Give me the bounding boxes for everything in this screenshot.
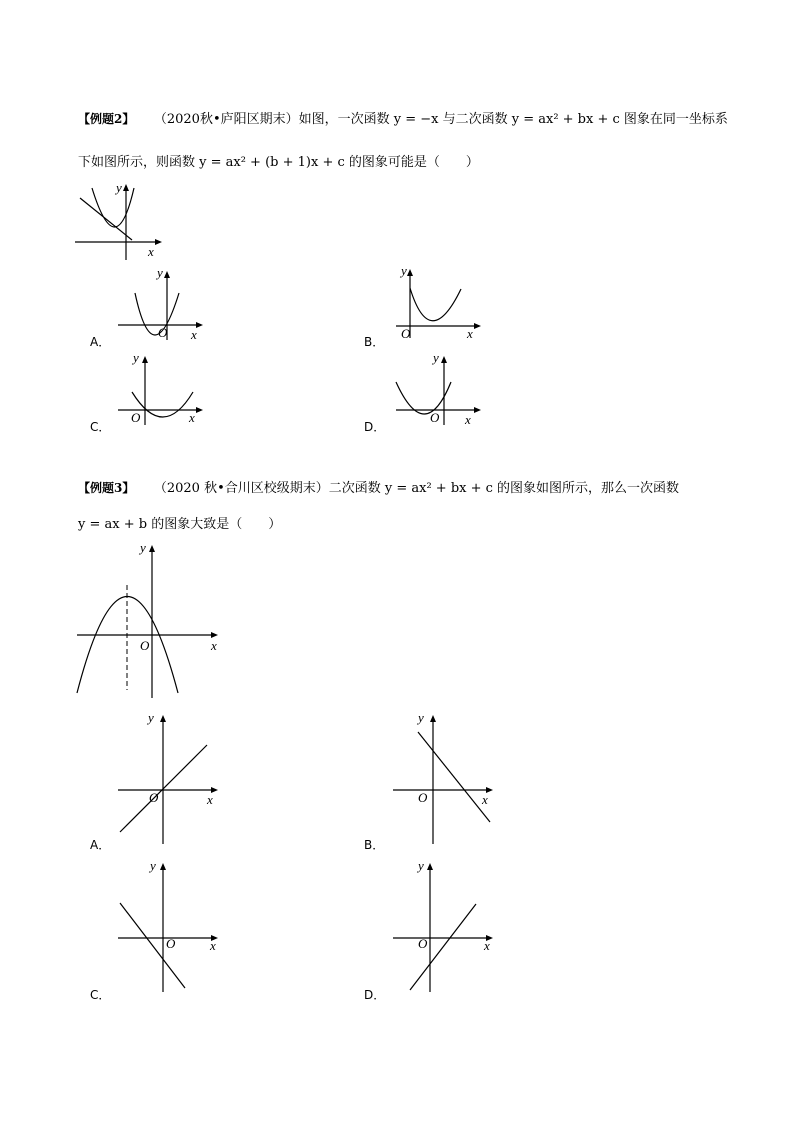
q2-text-1: （2020秋•庐阳区期末）如图，一次函数 y = −x 与二次函数 y = ax² + bx + c 图象在同一坐标系 — [160, 112, 728, 127]
q2-main-x-label: x — [148, 244, 154, 259]
q3-option-a-label[interactable]: A． — [90, 838, 111, 852]
q3-text-1: （2020 秋•合川区校级期末）二次函数 y = ax² + bx + c 的图象如图所示，那么一次函数 — [160, 481, 680, 496]
q2-option-b-label[interactable]: B． — [364, 335, 385, 349]
q3-option-d-graph — [390, 858, 500, 993]
q2-line2: 下如图所示，则函数 y = ax² + (b + 1)x + c 的图象可能是（ ） — [78, 155, 479, 170]
q2-d-origin: O — [430, 410, 440, 425]
q3-main-graph — [75, 540, 225, 700]
q3-main-origin: O — [140, 638, 150, 653]
q2-main-graph — [72, 180, 172, 260]
q2-c-y-label: y — [133, 350, 139, 365]
q3-a-origin: O — [149, 790, 159, 805]
q2-a-y-label: y — [157, 265, 163, 280]
q3-main-x-label: x — [211, 638, 217, 653]
q3-b-origin: O — [418, 790, 428, 805]
q3-option-d-label[interactable]: D． — [364, 988, 386, 1002]
q2-option-c-graph — [115, 350, 210, 425]
q2-option-d-label[interactable]: D． — [364, 420, 386, 434]
q2-option-a-label[interactable]: A． — [90, 335, 111, 349]
q3-line2: y = ax + b 的图象大致是（ ） — [78, 517, 282, 532]
q3-c-x-label: x — [210, 938, 216, 953]
q3-option-b-graph — [390, 710, 500, 845]
q3-b-y-label: y — [418, 710, 424, 725]
q2-a-x-label: x — [191, 327, 197, 342]
q3-d-y-label: y — [418, 858, 424, 873]
q2-d-x-label: x — [465, 412, 471, 427]
q2-option-d-graph — [393, 350, 488, 425]
q2-tag: 【例题2】 — [78, 112, 135, 126]
q2-a-origin: O — [158, 325, 168, 340]
q2-b-x-label: x — [467, 326, 473, 341]
q3-d-x-label: x — [484, 938, 490, 953]
q3-line1 — [78, 477, 679, 496]
q2-c-x-label: x — [189, 410, 195, 425]
q2-line1 — [78, 108, 728, 127]
q2-b-y-label: y — [401, 263, 407, 278]
q2-main-y-label: y — [116, 180, 122, 195]
q2-option-c-label[interactable]: C． — [90, 420, 111, 434]
q3-main-y-label: y — [140, 540, 146, 555]
q2-option-b-graph — [393, 263, 488, 341]
q2-option-a-graph — [115, 265, 210, 340]
q2-d-y-label: y — [433, 350, 439, 365]
q3-option-c-label[interactable]: C． — [90, 988, 111, 1002]
q3-b-x-label: x — [482, 792, 488, 807]
q2-c-origin: O — [131, 410, 141, 425]
q3-d-origin: O — [418, 936, 428, 951]
q3-option-a-graph — [115, 710, 225, 845]
q3-a-x-label: x — [207, 792, 213, 807]
q3-c-origin: O — [166, 936, 176, 951]
q2-b-origin: O — [401, 326, 411, 341]
q3-option-c-graph — [115, 858, 225, 993]
q3-a-y-label: y — [148, 710, 154, 725]
q3-option-b-label[interactable]: B． — [364, 838, 385, 852]
q3-c-y-label: y — [150, 858, 156, 873]
q3-tag: 【例题3】 — [78, 481, 135, 495]
